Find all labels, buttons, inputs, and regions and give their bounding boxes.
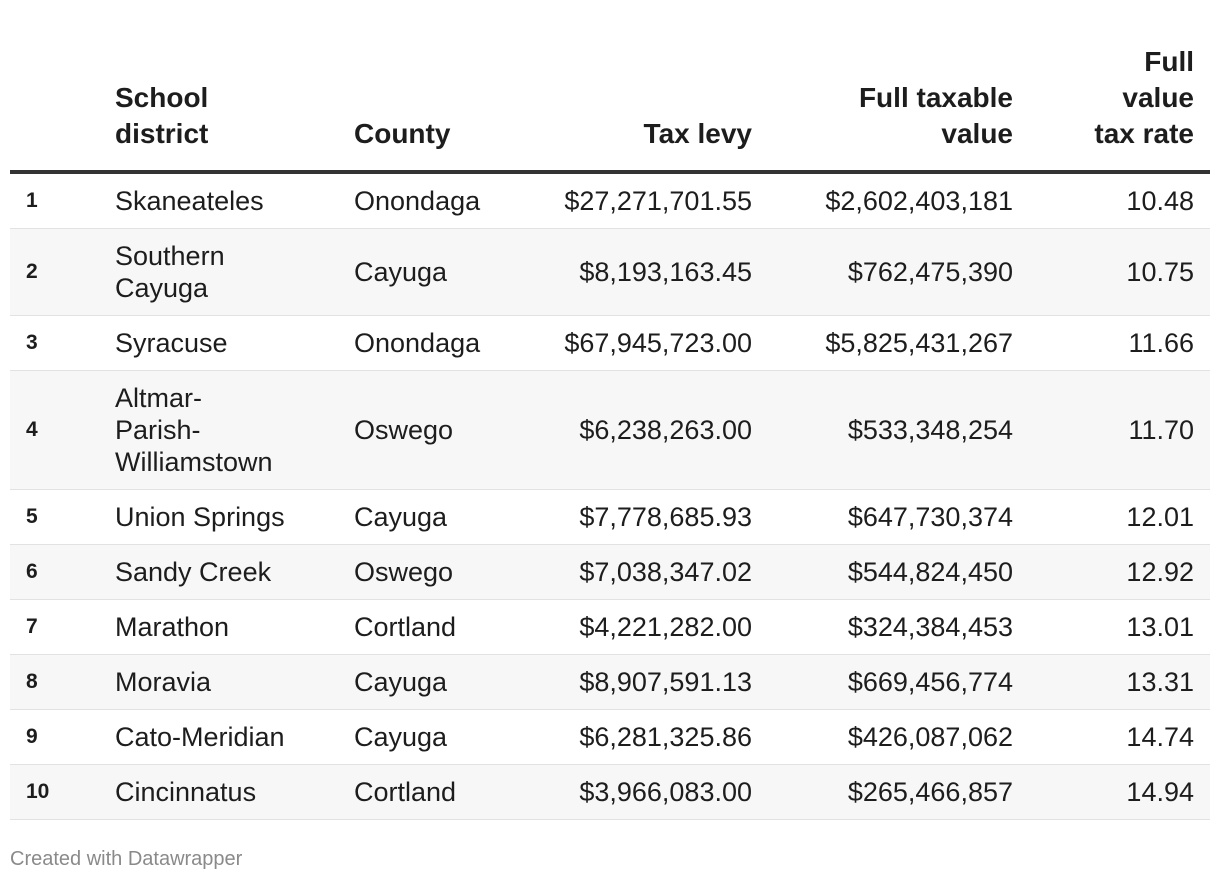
header-county[interactable]: County: [354, 118, 451, 149]
table-row: [10, 371, 1210, 490]
tax-levy-cell: $27,271,701.55: [504, 172, 752, 229]
tax-rate-cell: 14.74: [1013, 710, 1210, 765]
taxable-value-cell: $426,087,062: [752, 710, 1013, 765]
county-cell: Cayuga: [354, 655, 504, 710]
district-cell: Sandy Creek: [115, 545, 354, 600]
table-row: [10, 600, 1210, 655]
table-row: [10, 490, 1210, 545]
county-cell: Cayuga: [354, 229, 504, 316]
district-cell: Union Springs: [115, 490, 354, 545]
rank-cell: 7: [10, 600, 115, 655]
rank-cell: 3: [10, 316, 115, 371]
header-school-district[interactable]: School district: [115, 82, 209, 149]
district-cell: Skaneateles: [115, 172, 354, 229]
table-row: [10, 172, 1210, 229]
table-row: [10, 545, 1210, 600]
tax-levy-cell: $6,238,263.00: [504, 371, 752, 490]
taxable-value-cell: $265,466,857: [752, 765, 1013, 820]
district-cell: Marathon: [115, 600, 354, 655]
school-tax-table: [10, 44, 1210, 820]
header-rank: [10, 44, 115, 172]
taxable-value-cell: $324,384,453: [752, 600, 1013, 655]
county-cell: Cayuga: [354, 490, 504, 545]
district-cell: Altmar- Parish- Williamstown: [115, 371, 354, 490]
header-tax-levy[interactable]: Tax levy: [643, 118, 752, 149]
table-row: [10, 655, 1210, 710]
table-row: [10, 229, 1210, 316]
table-body: [10, 172, 1210, 820]
county-cell: Cayuga: [354, 710, 504, 765]
tax-levy-cell: $67,945,723.00: [504, 316, 752, 371]
table-row: [10, 765, 1210, 820]
county-cell: Cortland: [354, 765, 504, 820]
county-cell: Onondaga: [354, 316, 504, 371]
taxable-value-cell: $544,824,450: [752, 545, 1013, 600]
table-row: [10, 710, 1210, 765]
datawrapper-credit[interactable]: Created with Datawrapper: [10, 848, 243, 870]
county-cell: Cortland: [354, 600, 504, 655]
tax-rate-cell: 12.92: [1013, 545, 1210, 600]
tax-rate-cell: 12.01: [1013, 490, 1210, 545]
tax-rate-cell: 13.01: [1013, 600, 1210, 655]
tax-levy-cell: $4,221,282.00: [504, 600, 752, 655]
county-cell: Onondaga: [354, 172, 504, 229]
district-cell: Southern Cayuga: [115, 229, 354, 316]
header-full-taxable-value[interactable]: Full taxable value: [858, 82, 1013, 149]
taxable-value-cell: $533,348,254: [752, 371, 1013, 490]
district-cell: Syracuse: [115, 316, 354, 371]
district-cell: Moravia: [115, 655, 354, 710]
tax-levy-cell: $8,193,163.45: [504, 229, 752, 316]
district-cell: Cincinnatus: [115, 765, 354, 820]
taxable-value-cell: $762,475,390: [752, 229, 1013, 316]
rank-cell: 1: [10, 172, 115, 229]
tax-levy-cell: $8,907,591.13: [504, 655, 752, 710]
rank-cell: 8: [10, 655, 115, 710]
header-row: [10, 44, 1210, 172]
rank-cell: 6: [10, 545, 115, 600]
county-cell: Oswego: [354, 545, 504, 600]
taxable-value-cell: $669,456,774: [752, 655, 1013, 710]
tax-levy-cell: $6,281,325.86: [504, 710, 752, 765]
taxable-value-cell: $5,825,431,267: [752, 316, 1013, 371]
tax-levy-cell: $7,778,685.93: [504, 490, 752, 545]
tax-rate-cell: 14.94: [1013, 765, 1210, 820]
county-cell: Oswego: [354, 371, 504, 490]
data-table-container: [10, 44, 1210, 820]
taxable-value-cell: $2,602,403,181: [752, 172, 1013, 229]
table-row: [10, 316, 1210, 371]
tax-levy-cell: $3,966,083.00: [504, 765, 752, 820]
tax-rate-cell: 10.75: [1013, 229, 1210, 316]
rank-cell: 9: [10, 710, 115, 765]
tax-rate-cell: 13.31: [1013, 655, 1210, 710]
tax-levy-cell: $7,038,347.02: [504, 545, 752, 600]
district-cell: Cato-Meridian: [115, 710, 354, 765]
tax-rate-cell: 11.66: [1013, 316, 1210, 371]
rank-cell: 10: [10, 765, 115, 820]
tax-rate-cell: 10.48: [1013, 172, 1210, 229]
taxable-value-cell: $647,730,374: [752, 490, 1013, 545]
rank-cell: 5: [10, 490, 115, 545]
rank-cell: 2: [10, 229, 115, 316]
tax-rate-cell: 11.70: [1013, 371, 1210, 490]
rank-cell: 4: [10, 371, 115, 490]
header-full-value-tax-rate[interactable]: Full value tax rate: [1094, 46, 1194, 149]
